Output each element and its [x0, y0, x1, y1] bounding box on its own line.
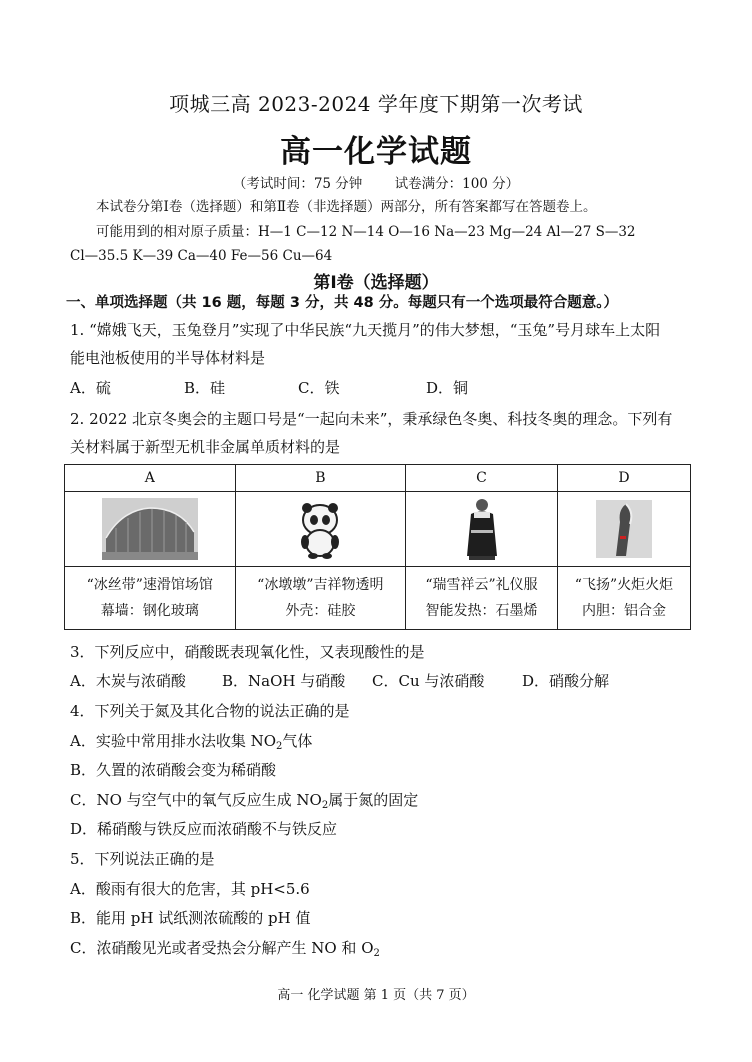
q1-option-b: B．硅	[184, 379, 226, 397]
torch-photo	[557, 492, 690, 567]
instruction-3: Cl—35.5 K—39 Ca—40 Fe—56 Cu—64	[70, 248, 333, 264]
exam-title: 项城三高 2023-2024 学年度下期第一次考试	[169, 92, 583, 116]
table-cell	[557, 567, 690, 630]
q5-option-c	[70, 938, 380, 958]
uniform-photo-image	[459, 496, 505, 562]
q1-options	[70, 378, 468, 398]
uniform-photo	[406, 492, 558, 567]
q3-option-d: D．硝酸分解	[522, 672, 610, 690]
caption-c-line2: 智能发热：石墨烯	[425, 603, 538, 619]
table-header: B	[235, 465, 406, 492]
mascot-photo	[235, 492, 406, 567]
q5-option-b: B．能用 pH 试纸测浓硫酸的 pH 值	[70, 909, 311, 927]
q2-stem-line2: 关材料属于新型无机非金属单质材料的是	[70, 438, 341, 456]
caption-a-line2: 幕墙：钢化玻璃	[100, 603, 199, 619]
q4-option-d: D．稀硝酸与铁反应而浓硝酸不与铁反应	[70, 820, 338, 838]
torch-photo-image	[596, 500, 652, 558]
subscript: 2	[321, 800, 329, 811]
exam-score: 试卷满分：100 分）	[394, 176, 520, 192]
table-header: D	[557, 465, 690, 492]
section1-title: 一、单项选择题（共 16 题，每题 3 分，共 48 分。每题只有一个选项最符合题意。）	[66, 295, 618, 311]
q4-option-a-tail: 气体	[282, 732, 313, 750]
q1-stem-line1: 1. “嫦娥飞天，玉兔登月”实现了中华民族“九天揽月”的伟大梦想，“玉兔”号月球车上太阳	[70, 321, 661, 339]
table-cell	[235, 567, 406, 630]
exam-time: （考试时间：75 分钟	[232, 176, 363, 192]
q3-stem: 3．下列反应中，硝酸既表现氧化性，又表现酸性的是	[70, 643, 425, 661]
instruction-2: 可能用到的相对原子质量：H—1 C—12 N—14 O—16 Na—23 Mg—24 Al—27 S—32	[96, 224, 636, 240]
table-header-row	[65, 465, 691, 492]
q1-option-d: D．铜	[426, 379, 469, 397]
table-header: A	[65, 465, 236, 492]
q5-stem: 5．下列说法正确的是	[70, 850, 215, 868]
table-header: C	[406, 465, 558, 492]
q3-options	[70, 671, 609, 691]
q5-option-a: A．酸雨有很大的危害，其 pH<5.6	[70, 880, 310, 898]
building-photo-image	[102, 498, 198, 560]
building-photo	[65, 492, 236, 567]
table-cell	[65, 567, 236, 630]
caption-d-line2: 内胆：铝合金	[581, 603, 666, 619]
q3-option-a: A．木炭与浓硝酸	[70, 672, 186, 690]
q4-option-a-text: A．实验中常用排水法收集 NO	[70, 732, 277, 750]
q4-option-c	[70, 790, 418, 810]
q1-option-c: C．铁	[298, 379, 340, 397]
caption-d-line1: “飞扬”火炬火炬	[574, 577, 674, 593]
q4-option-c-text: C．NO 与空气中的氧气反应生成 NO	[70, 791, 322, 809]
table-caption-row	[65, 567, 691, 630]
caption-c-line1: “瑞雪祥云”礼仪服	[425, 577, 538, 593]
q4-option-c-tail: 属于氮的固定	[328, 791, 419, 809]
caption-a-line1: “冰丝带”速滑馆场馆	[86, 577, 213, 593]
table-cell	[406, 567, 558, 630]
q4-stem: 4．下列关于氮及其化合物的说法正确的是	[70, 702, 350, 720]
q2-stem-line1: 2. 2022 北京冬奥会的主题口号是“一起向未来”，秉承绿色冬奥、科技冬奥的理念。下列有	[70, 410, 673, 428]
mascot-photo-image	[294, 498, 346, 560]
q3-option-b: B．NaOH 与硝酸	[222, 672, 346, 690]
q3-option-c: C．Cu 与浓硝酸	[372, 672, 485, 690]
instruction-1: 本试卷分第Ⅰ卷（选择题）和第Ⅱ卷（非选择题）两部分，所有答案都写在答题卷上。	[96, 199, 597, 215]
q1-option-a: A．硫	[70, 379, 111, 397]
materials-table	[64, 464, 691, 630]
page-footer: 高一 化学试题 第 1 页（共 7 页）	[277, 988, 475, 1003]
part1-title: 第Ⅰ卷（选择题）	[313, 273, 439, 293]
q4-option-b: B．久置的浓硝酸会变为稀硝酸	[70, 761, 277, 779]
caption-b-line1: “冰墩墩”吉祥物透明	[257, 577, 384, 593]
subscript: 2	[373, 948, 380, 959]
table-picture-row	[65, 492, 691, 567]
q4-option-a	[70, 731, 312, 751]
q5-option-c-text: C．浓硝酸见光或者受热会分解产生 NO 和 O	[70, 939, 374, 957]
subscript: 2	[276, 741, 283, 752]
caption-b-line2: 外壳：硅胶	[285, 603, 356, 619]
exam-info	[0, 172, 752, 192]
q1-stem-line2: 能电池板使用的半导体材料是	[70, 349, 266, 367]
subject-title: 高一化学试题	[280, 134, 472, 170]
